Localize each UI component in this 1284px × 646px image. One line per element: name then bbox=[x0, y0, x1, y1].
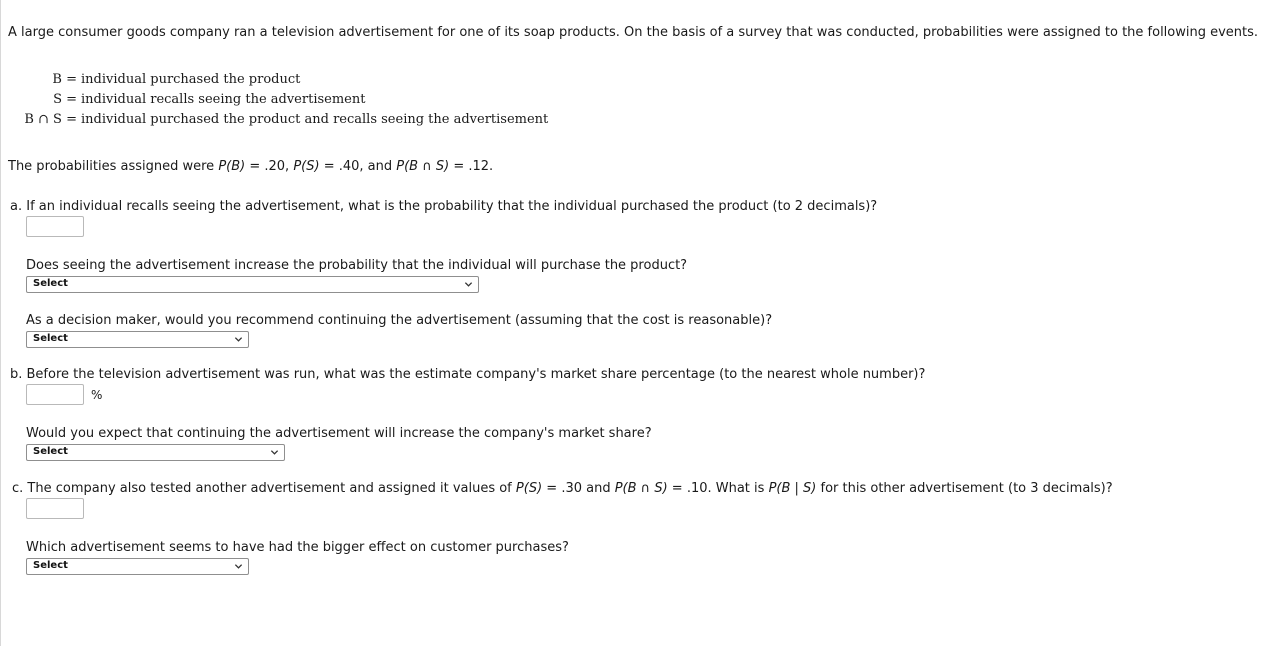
part-c-q2-select[interactable] bbox=[26, 558, 249, 575]
part-b-answer-input[interactable] bbox=[26, 384, 84, 405]
part-c-question: c. The company also tested another advertisement and assigned it values of P(S) = .30 and P(B ∩ S) = .10. What is P(B | S) for this other advertisement (to 3 decimals)? bbox=[12, 481, 1113, 496]
part-a-answer-input[interactable] bbox=[26, 216, 84, 237]
part-b-q2-label: Would you expect that continuing the advertisement will increase the company's market share? bbox=[26, 426, 652, 441]
part-c-answer-input[interactable] bbox=[26, 498, 84, 519]
part-a-q2-select[interactable] bbox=[26, 276, 479, 293]
chevron-down-icon bbox=[234, 335, 243, 344]
chevron-down-icon bbox=[270, 448, 279, 457]
chevron-down-icon bbox=[234, 562, 243, 571]
percent-unit: % bbox=[91, 388, 103, 402]
def-symbol-b: B = bbox=[52, 72, 77, 87]
part-b-q2-select[interactable] bbox=[26, 444, 285, 461]
left-border bbox=[0, 0, 1, 646]
def-symbol-s: S = bbox=[53, 92, 77, 107]
select-value: Select bbox=[33, 446, 68, 457]
probabilities-statement: The probabilities assigned were P(B) = .20, P(S) = .40, and P(B ∩ S) = .12. bbox=[8, 159, 494, 174]
def-text-bs: individual purchased the product and recalls seeing the advertisement bbox=[81, 112, 549, 127]
select-value: Select bbox=[33, 278, 68, 289]
intro-text: A large consumer goods company ran a television advertisement for one of its soap products. On the basis of a survey that was conducted, probabilities were assigned to the following events. bbox=[8, 25, 1259, 40]
def-text-s: individual recalls seeing the advertisement bbox=[81, 92, 366, 107]
select-value: Select bbox=[33, 333, 68, 344]
def-symbol-bs: B ∩ S = bbox=[24, 112, 77, 127]
part-a-q3-select[interactable] bbox=[26, 331, 249, 348]
part-a-q3-label: As a decision maker, would you recommend continuing the advertisement (assuming that the cost is reasonable)? bbox=[26, 313, 773, 328]
def-text-b: individual purchased the product bbox=[81, 72, 301, 87]
part-a-q2-label: Does seeing the advertisement increase the probability that the individual will purchase the product? bbox=[26, 258, 688, 273]
chevron-down-icon bbox=[464, 280, 473, 289]
part-c-q2-label: Which advertisement seems to have had the bigger effect on customer purchases? bbox=[26, 540, 569, 555]
select-value: Select bbox=[33, 560, 68, 571]
part-a-question: a. If an individual recalls seeing the advertisement, what is the probability that the individual purchased the product (to 2 decimals)? bbox=[10, 199, 878, 214]
part-b-question: b. Before the television advertisement was run, what was the estimate company's market share percentage (to the nearest whole number)? bbox=[10, 367, 926, 382]
